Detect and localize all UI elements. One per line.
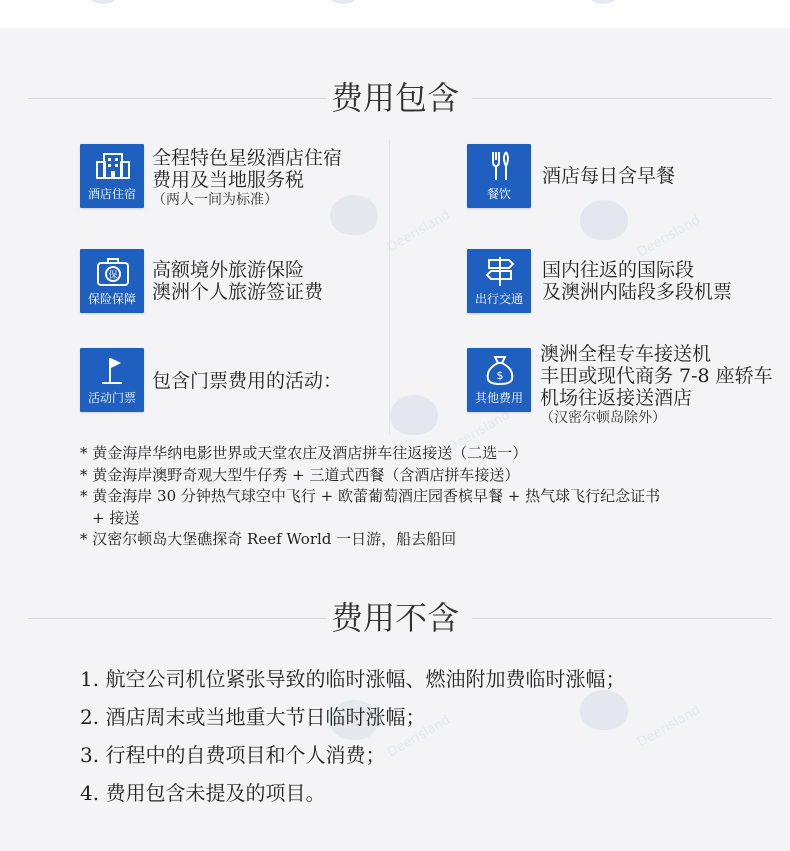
signpost-icon: [483, 255, 517, 287]
svg-text:$: $: [496, 369, 504, 382]
excluded-item: 1. 航空公司机位紧张导致的临时涨幅、燃油附加费临时涨幅；: [80, 667, 626, 691]
note-line: * 黄金海岸 30 分钟热气球空中飞行 + 欧蕾葡萄酒庄园香槟早餐 + 热气球飞行纪念证书: [80, 487, 661, 505]
feature-text: [152, 370, 342, 392]
note-line: * 黄金海岸澳野奇观大型牛仔秀 + 三道式西餐（含酒店拼车接送）: [80, 465, 520, 484]
watermark-logo: Deerisland: [390, 395, 514, 439]
icon-box-meals: [467, 144, 531, 208]
section-title-included: [0, 78, 790, 118]
insurance-icon: [96, 255, 130, 287]
feature-line: 澳洲全程专车接送机: [540, 343, 712, 365]
cutlery-icon: [483, 150, 517, 182]
excluded-item: 3. 行程中的自费项目和个人消费；: [80, 743, 386, 767]
icon-box-hotel: [80, 144, 144, 208]
feature-line: 丰田或现代商务 7-8 座轿车: [540, 365, 773, 387]
note-line: * 黄金海岸华纳电影世界或天堂农庄及酒店拼车往返接送（二选一）: [80, 444, 528, 462]
icon-caption: 出行交通: [474, 292, 523, 306]
excluded-item: 2. 酒店周末或当地重大节日临时涨幅；: [80, 705, 426, 729]
watermark-logo: Deerisland: [330, 195, 454, 239]
peek-shape: [590, 0, 616, 4]
icon-caption: 酒店住宿: [87, 187, 136, 201]
feature-line: 全程特色星级酒店住宿: [152, 147, 343, 169]
top-band: [0, 0, 790, 28]
watermark-logo: Deerisland: [580, 690, 704, 734]
excluded-item: 4. 费用包含未提及的项目。: [80, 781, 326, 805]
icon-caption: 活动门票: [87, 391, 136, 405]
watermark-logo: Deerisland: [580, 200, 704, 244]
feature-line: 费用及当地服务税: [152, 169, 305, 191]
icon-box-transport: [467, 249, 531, 313]
feature-line: 包含门票费用的活动：: [152, 370, 343, 392]
feature-line: 高额境外旅游保险: [152, 259, 305, 281]
feature-text: [542, 259, 732, 303]
feature-text: [542, 165, 675, 187]
watermark-logo: Deerisland: [330, 700, 454, 744]
money-bag-icon: [483, 354, 517, 386]
feature-line: 酒店每日含早餐: [542, 165, 676, 187]
peek-shape: [330, 0, 356, 4]
column-divider: [389, 140, 390, 435]
excluded-list: [80, 660, 625, 812]
hotel-icon: [96, 150, 130, 180]
feature-text: [540, 343, 773, 427]
feature-subnote: （汉密尔顿岛除外）: [540, 410, 666, 426]
icon-box-tickets: [80, 348, 144, 412]
feature-line: 国内往返的国际段: [542, 259, 695, 281]
feature-text: [152, 259, 323, 303]
flag-icon: [96, 354, 130, 386]
note-line-continuation: + 接送: [92, 508, 140, 527]
icon-caption: 餐饮: [486, 187, 511, 201]
icon-box-insurance: [80, 249, 144, 313]
icon-caption: 保险保障: [87, 292, 136, 306]
feature-line: 机场往返接送酒店: [540, 387, 693, 409]
svg-text:保: 保: [108, 271, 118, 281]
icon-box-other: [467, 348, 531, 412]
section-title-excluded: [0, 598, 790, 638]
feature-text: [152, 147, 342, 209]
feature-subnote: （两人一间为标准）: [152, 192, 278, 208]
icon-caption: 其他费用: [474, 391, 523, 405]
included-notes: [80, 443, 780, 551]
feature-line: 澳洲个人旅游签证费: [152, 281, 324, 303]
excluded-title: 费用不含: [327, 599, 463, 637]
note-line: * 汉密尔顿岛大堡礁探奇 Reef World 一日游，船去船回: [80, 530, 457, 548]
feature-line: 及澳洲内陆段多段机票: [542, 281, 733, 303]
included-title: 费用包含: [327, 79, 463, 117]
peek-shape: [90, 0, 116, 4]
